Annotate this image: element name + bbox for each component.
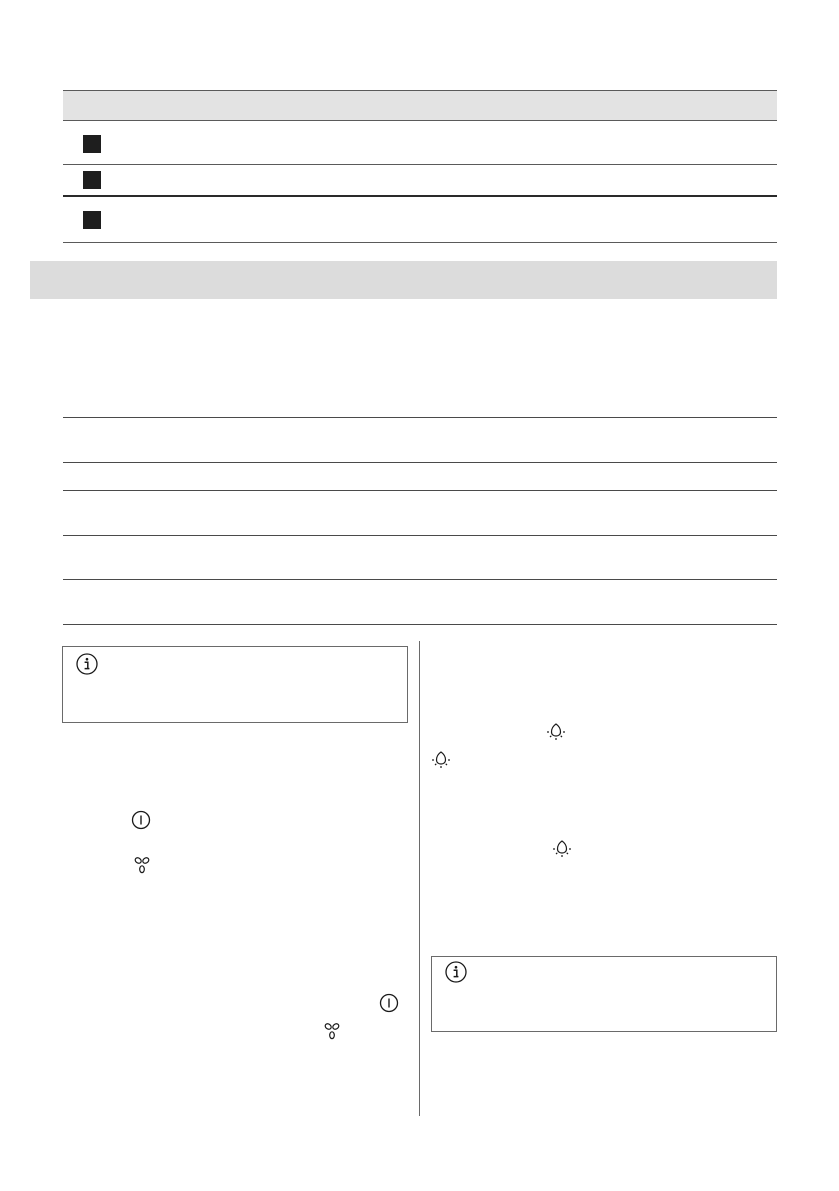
fan-icon — [323, 1022, 341, 1040]
table-rule — [63, 624, 777, 625]
light-icon — [551, 838, 573, 860]
column-divider — [419, 641, 420, 1116]
table-row — [63, 165, 777, 197]
info-icon — [445, 961, 467, 983]
power-icon — [131, 810, 151, 830]
table-rule — [63, 579, 777, 580]
power-icon — [379, 993, 399, 1013]
table-row — [63, 197, 777, 243]
section-banner — [30, 261, 777, 299]
table-rule — [63, 462, 777, 463]
table-rule — [63, 417, 777, 418]
table-row — [63, 121, 777, 165]
table-header — [63, 90, 777, 121]
info-note-box — [431, 956, 777, 1032]
table-rule — [63, 535, 777, 536]
light-icon — [545, 721, 567, 743]
black-square-icon — [83, 135, 101, 153]
info-note-box — [62, 646, 408, 723]
fan-icon — [133, 856, 151, 874]
info-icon — [76, 653, 98, 675]
light-icon — [430, 749, 452, 771]
black-square-icon — [83, 171, 101, 189]
black-square-icon — [83, 211, 101, 229]
table-rule — [63, 490, 777, 491]
